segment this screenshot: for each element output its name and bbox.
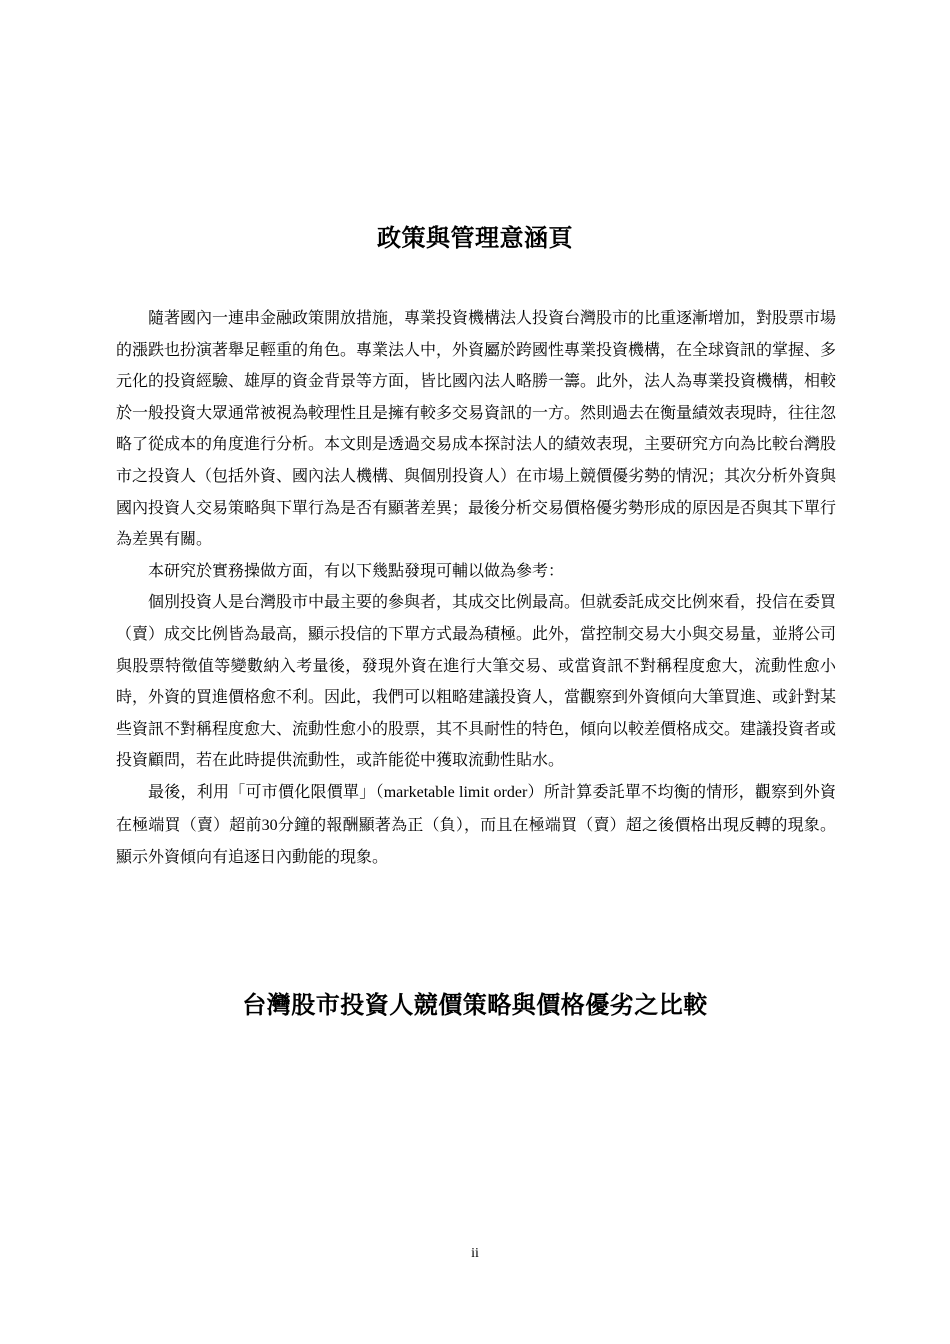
page-number: ii <box>471 1246 479 1261</box>
body-text <box>116 302 836 873</box>
conclusion-text-1: 最後，利用「可市價化限價單」 <box>148 781 376 801</box>
conclusion-minutes-number: 30 <box>261 816 278 834</box>
conclusion-text-3: 分鐘的報酬顯著為正（負），而且在極端買（賣）超之後價格出現反轉的現象。顯示外資傾向有追逐日內動能的現象。 <box>116 814 836 867</box>
paragraph-individual-investors: 個別投資人是台灣股市中最主要的參與者，其成交比例最高。但就委託成交比例來看，投信在委買（賣）成交比例皆為最高，顯示投信的下單方式最為積極。此外，當控制交易大小與交易量，並將公司與股票特徵值等變數納入考量後，發現外資在進行大筆交易、或當資訊不對稱程度愈大，流動性愈小時，外資的買進價格愈不利。因此，我們可以粗略建議投資人，當觀察到外資傾向大筆買進、或針對某些資訊不對稱程度愈大、流動性愈小的股票，其不具耐性的特色，傾向以較差價格成交。建議投資者或投資顧問，若在此時提供流動性，或許能從中獲取流動性貼水。 <box>116 592 837 770</box>
conclusion-english-term: （marketable limit order） <box>375 783 544 801</box>
paragraph-intro: 隨著國內一連串金融政策開放措施，專業投資機構法人投資台灣股市的比重逐漸增加，對股票市場的漲跌也扮演著舉足輕重的角色。專業法人中，外資屬於跨國性專業投資機構，在全球資訊的掌握、多元化的投資經驗、雄厚的資金背景等方面，皆比國內法人略勝一籌。此外，法人為專業投資機構，相較於一般投資大眾通常被視為較理性且是擁有較多交易資訊的一方。然則過去在衡量績效表現時，往往忽略了從成本的角度進行分析。本文則是透過交易成本探討法人的績效表現，主要研究方向為比較台灣股市之投資人（包括外資、國內法人機構、與個別投資人）在市場上競價優劣勢的情況；其次分析外資與國內投資人交易策略與下單行為是否有顯著差異；最後分析交易價格優劣勢形成的原因是否與其下單行為差異有關。 <box>116 308 837 549</box>
section-heading: 政策與管理意涵頁 <box>377 224 573 252</box>
paragraph-findings-lead: 本研究於實務操做方面，有以下幾點發現可輔以做為參考： <box>148 560 565 580</box>
conclusion-text-2: 所計算委託單不均衡的情形，觀察到外資在極端買（賣）超前 <box>116 781 836 834</box>
document-title: 台灣股市投資人競價策略與價格優劣之比較 <box>242 991 708 1019</box>
paragraph-conclusion <box>116 776 836 873</box>
